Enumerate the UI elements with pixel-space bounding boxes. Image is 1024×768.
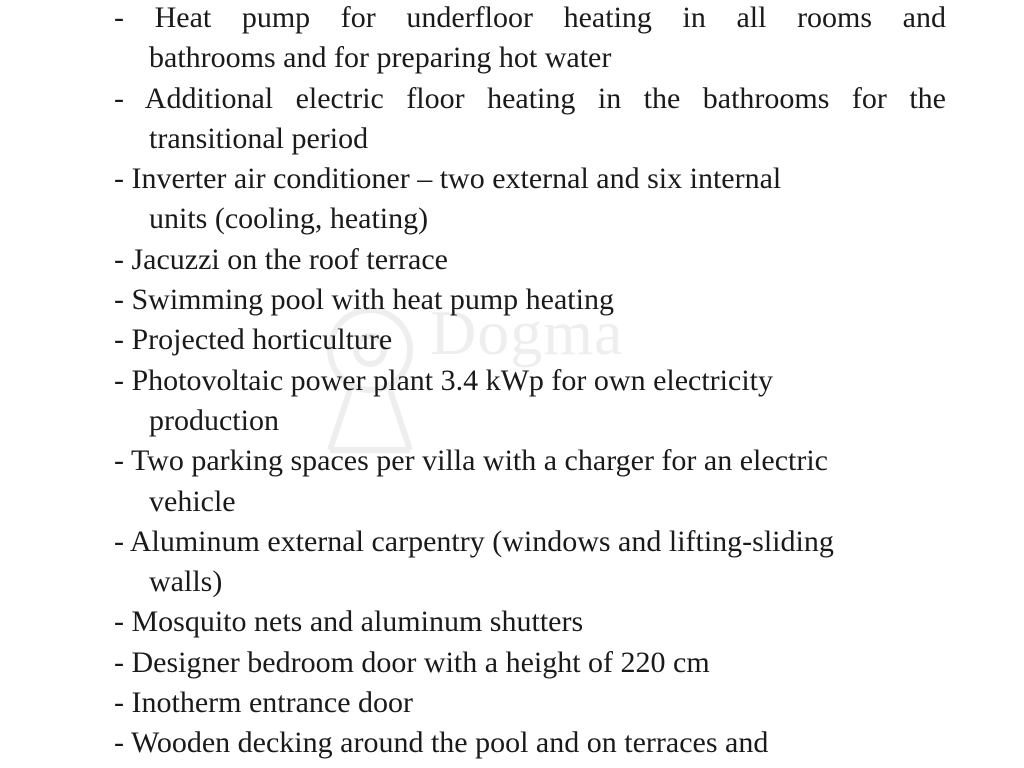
list-item-line: - Two parking spaces per villa with a charger for an electric [114, 444, 828, 478]
list-item-line: vehicle [149, 484, 236, 518]
list-item [114, 320, 946, 360]
list-item-line: - Photovoltaic power plant 3.4 kWp for own electricity [114, 363, 773, 397]
list-item [114, 643, 946, 683]
list-item [114, 0, 946, 79]
watermark-text: Dogma [430, 297, 624, 368]
list-item [114, 723, 946, 763]
list-item-line: - Inverter air conditioner – two external and six internal [114, 162, 782, 196]
list-item-line: transitional period [149, 121, 369, 155]
list-item [114, 79, 946, 160]
list-item-line: - Wooden decking around the pool and on terraces and [114, 726, 769, 760]
list-item-line: - Swimming pool with heat pump heating [114, 283, 614, 317]
list-item-line: production [149, 403, 279, 437]
feature-list [114, 0, 946, 764]
list-item [114, 441, 946, 522]
list-item [114, 522, 946, 603]
list-item-line: bathrooms and for preparing hot water [149, 41, 612, 75]
list-item-line: - Additional electric floor heating in the bathrooms for the [114, 81, 946, 115]
list-item [114, 683, 946, 723]
list-item [114, 361, 946, 442]
list-item-line: - Mosquito nets and aluminum shutters [114, 605, 584, 639]
list-item [114, 240, 946, 280]
list-item [114, 602, 946, 642]
list-item-line: - Aluminum external carpentry (windows and lifting-sliding [114, 524, 834, 558]
list-item-line: - Inotherm entrance door [114, 686, 414, 720]
list-item [114, 280, 946, 320]
list-item-line: - Jacuzzi on the roof terrace [114, 242, 448, 276]
list-item-line: - Heat pump for underfloor heating in all rooms and [114, 1, 946, 34]
list-item-line: - Designer bedroom door with a height of 220 cm [114, 645, 710, 679]
list-item-line: units (cooling, heating) [149, 202, 429, 236]
list-item-line: - Projected horticulture [114, 323, 393, 357]
list-item-line: walls) [149, 565, 223, 599]
list-item [114, 159, 946, 240]
